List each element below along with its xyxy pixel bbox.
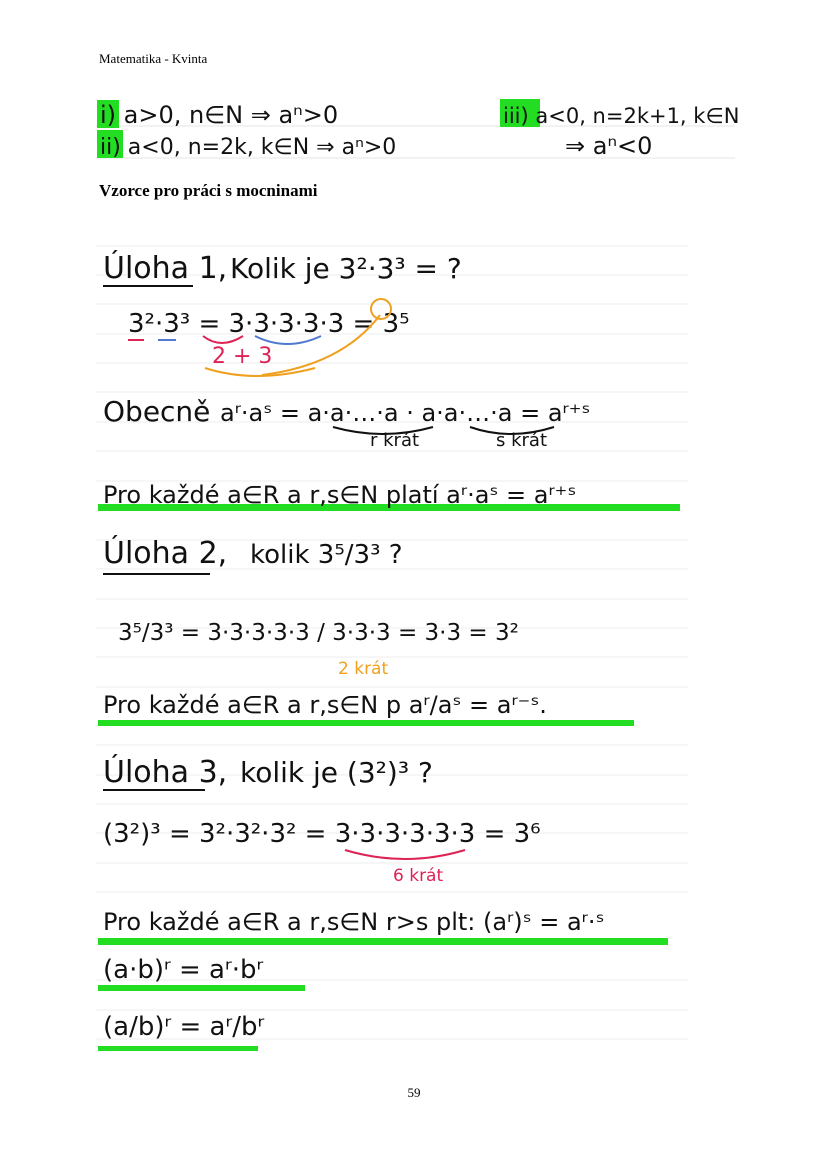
- document-header: Matematika - Kvinta: [99, 51, 208, 66]
- rule2-text: Pro každé a∈R a r,s∈N p aʳ/aˢ = aʳ⁻ˢ.: [103, 691, 547, 719]
- rule3-highlight: [98, 938, 668, 945]
- task1-expansion: 3²·3³ = 3·3·3·3·3 = 3⁵: [128, 309, 410, 339]
- task1-question: Kolik je 3²·3³ = ?: [230, 252, 462, 285]
- rule4-highlight: [98, 985, 305, 991]
- two-times-label: 2 krát: [338, 659, 389, 679]
- general-formula: aʳ·aˢ = a·a·…·a · a·a·…·a = aʳ⁺ˢ: [220, 399, 591, 427]
- note-line1-left: i) a>0, n∈N ⇒ aⁿ>0: [100, 101, 339, 129]
- task2-question: kolik 3⁵/3³ ?: [250, 540, 403, 570]
- rule1-text: Pro každé a∈R a r,s∈N platí aʳ·aˢ = aʳ⁺ˢ: [103, 481, 577, 509]
- general-label: Obecně: [103, 395, 211, 428]
- note-line2-left: ii) a<0, n=2k, k∈N ⇒ aⁿ>0: [100, 135, 397, 160]
- task1-sum: 2 + 3: [212, 344, 273, 369]
- red-brace-six: [345, 850, 465, 859]
- task2-title: Úloha 2,: [103, 536, 228, 571]
- six-times-label: 6 krát: [393, 866, 444, 886]
- task3-work: (3²)³ = 3²·3²·3² = 3·3·3·3·3·3 = 3⁶: [103, 819, 541, 849]
- page-number: 59: [407, 1085, 421, 1100]
- rule5-highlight: [98, 1046, 258, 1051]
- rule4-text: (a·b)ʳ = aʳ·bʳ: [103, 955, 264, 985]
- orange-brace: [205, 368, 315, 376]
- s-times-label: s krát: [496, 430, 548, 451]
- rule3-text: Pro každé a∈R a r,s∈N r>s plt: (aʳ)ˢ = aʳ·ˢ: [103, 908, 605, 936]
- task3-question: kolik je (3²)³ ?: [240, 756, 433, 789]
- task3-title: Úloha 3,: [103, 755, 228, 790]
- note-line1-right: iii) a<0, n=2k+1, k∈N: [503, 104, 740, 128]
- section-heading: Vzorce pro práci s mocninami: [99, 181, 318, 200]
- task1-title: Úloha 1,: [103, 251, 228, 286]
- r-times-label: r krát: [370, 430, 420, 451]
- rule5-text: (a/b)ʳ = aʳ/bʳ: [103, 1012, 265, 1042]
- note-line2-right: ⇒ aⁿ<0: [565, 132, 653, 160]
- rule2-highlight: [98, 720, 634, 726]
- task2-work: 3⁵/3³ = 3·3·3·3·3 / 3·3·3 = 3·3 = 3²: [118, 620, 519, 646]
